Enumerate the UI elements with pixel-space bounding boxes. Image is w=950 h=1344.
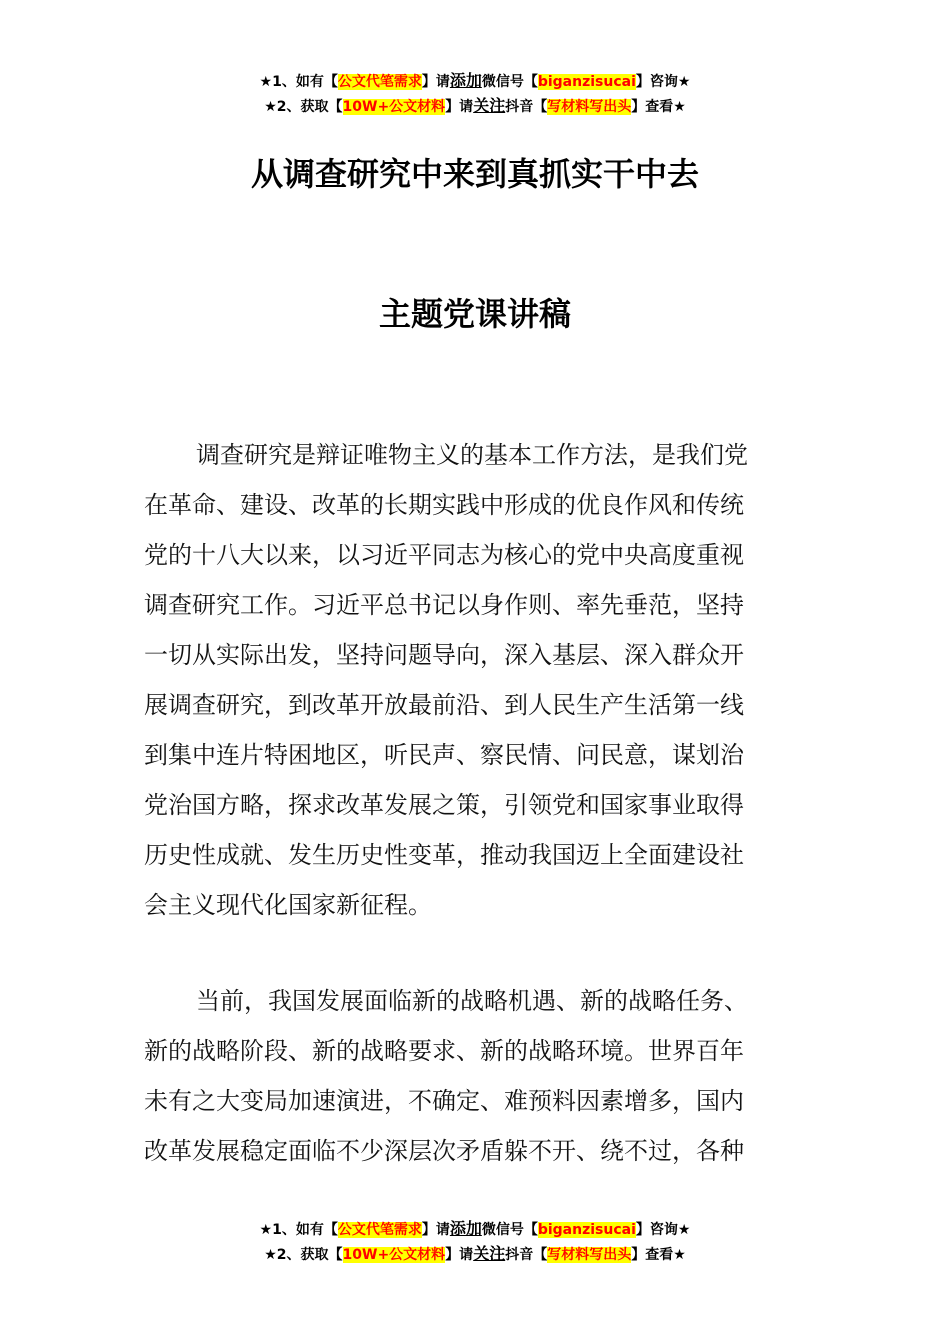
banner-line-2 [0, 1241, 950, 1266]
banner-text: ★1、如有【 [259, 74, 338, 90]
underlined-follow: 关注 [473, 96, 506, 115]
banner-text: ★1、如有【 [259, 1222, 338, 1238]
underlined-add: 添加 [449, 1219, 482, 1238]
paragraph-2 [144, 976, 809, 1176]
footer-banner [0, 1216, 950, 1266]
document-subtitle: 主题党课讲稿 [378, 295, 571, 333]
highlight-service: 公文代笔需求 [337, 1222, 422, 1238]
banner-line-1 [0, 68, 950, 93]
paragraph-line: 调查研究工作。习近平总书记以身作则、率先垂范，坚持 [144, 591, 744, 619]
underlined-follow: 关注 [473, 1244, 506, 1263]
banner-text: 抖音【 [505, 1247, 548, 1263]
banner-text: 】查看★ [631, 99, 686, 115]
paragraph-line: 党的十八大以来，以习近平同志为核心的党中央高度重视 [144, 541, 744, 569]
banner-text: ★2、获取【 [264, 1247, 343, 1263]
banner-text: 】请 [445, 99, 474, 115]
paragraph-line: 一切从实际出发，坚持问题导向，深入基层、深入群众开 [144, 641, 744, 669]
paragraph-line: 展调查研究，到改革开放最前沿、到人民生产生活第一线 [144, 691, 744, 719]
paragraph-1 [144, 430, 809, 930]
banner-line-2 [0, 93, 950, 118]
paragraph-line: 会主义现代化国家新征程。 [144, 891, 432, 919]
highlight-wechat-id: biganzisucai [537, 74, 636, 90]
highlight-douyin-id: 写材料写出头 [547, 1247, 632, 1263]
banner-text: 抖音【 [505, 99, 548, 115]
highlight-materials: 10W+公文材料 [342, 1247, 446, 1263]
banner-text: 】请 [445, 1247, 474, 1263]
banner-text: 】咨询★ [635, 1222, 691, 1238]
paragraph-line: 党治国方略，探求改革发展之策，引领党和国家事业取得 [144, 791, 744, 819]
paragraph-line: 改革发展稳定面临不少深层次矛盾躲不开、绕不过，各种 [144, 1137, 744, 1165]
paragraph-line: 在革命、建设、改革的长期实践中形成的优良作风和传统 [144, 491, 744, 519]
banner-text: 】请 [421, 1222, 450, 1238]
paragraph-line: 到集中连片特困地区，听民声、察民情、问民意，谋划治 [144, 741, 744, 769]
banner-text: 微信号【 [481, 74, 538, 90]
highlight-wechat-id: biganzisucai [537, 1222, 636, 1238]
banner-text: 】查看★ [631, 1247, 686, 1263]
banner-text: 微信号【 [481, 1222, 538, 1238]
paragraph-line: 调查研究是辩证唯物主义的基本工作方法，是我们党 [196, 441, 748, 469]
banner-line-1 [0, 1216, 950, 1241]
highlight-materials: 10W+公文材料 [342, 99, 446, 115]
header-banner [0, 68, 950, 118]
paragraph-line: 新的战略阶段、新的战略要求、新的战略环境。世界百年 [144, 1037, 744, 1065]
paragraph-line: 当前，我国发展面临新的战略机遇、新的战略任务、 [196, 987, 748, 1015]
paragraph-line: 历史性成就、发生历史性变革，推动我国迈上全面建设社 [144, 841, 744, 869]
highlight-douyin-id: 写材料写出头 [547, 99, 632, 115]
banner-text: 】请 [421, 74, 450, 90]
banner-text: 】咨询★ [635, 74, 691, 90]
underlined-add: 添加 [449, 71, 482, 90]
paragraph-line: 未有之大变局加速演进，不确定、难预料因素增多，国内 [144, 1087, 744, 1115]
banner-text: ★2、获取【 [264, 99, 343, 115]
highlight-service: 公文代笔需求 [337, 74, 422, 90]
document-title: 从调查研究中来到真抓实干中去 [250, 155, 699, 193]
